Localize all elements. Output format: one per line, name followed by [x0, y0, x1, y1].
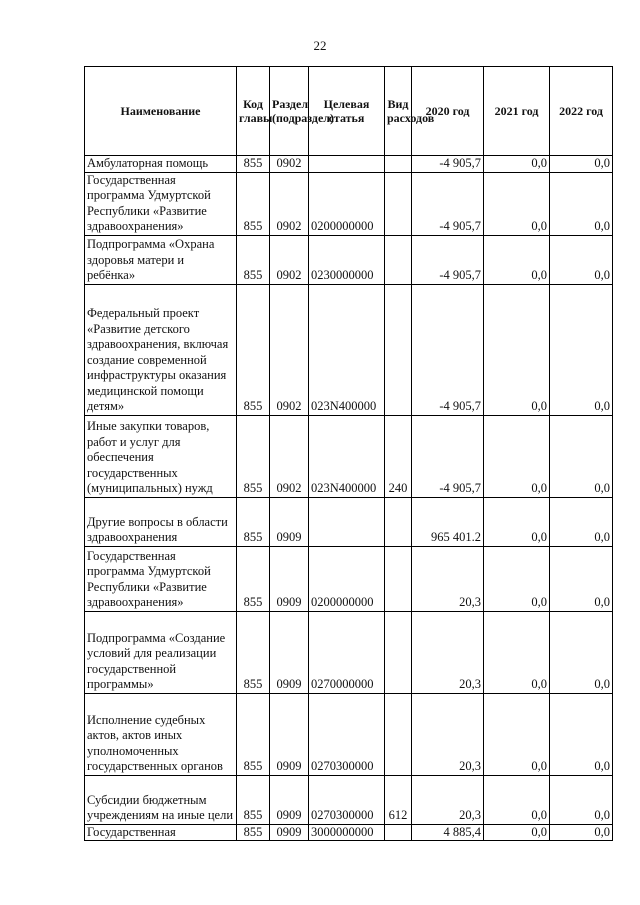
page-number: 22 — [313, 38, 327, 53]
row-2022: 0,0 — [550, 235, 613, 284]
row-expense — [385, 284, 412, 415]
row-2021: 0,0 — [484, 172, 550, 235]
row-section: 0902 — [270, 284, 309, 415]
row-chapter: 855 — [237, 284, 270, 415]
table-row — [85, 156, 613, 173]
row-name: Государственная программа Удмуртской Республики «Развитие здравоохранения» — [85, 172, 237, 235]
row-2020: -4 905,7 — [412, 156, 484, 173]
row-2021: 0,0 — [484, 156, 550, 173]
row-target: 023N400000 — [309, 284, 385, 415]
row-chapter: 855 — [237, 775, 270, 824]
row-name: Подпрограмма «Охрана здоровья матери и ребёнка» — [85, 235, 237, 284]
row-target — [309, 156, 385, 173]
table-row — [85, 235, 613, 284]
row-section: 0909 — [270, 546, 309, 611]
row-expense — [385, 156, 412, 173]
header-target-article: Целевая статья — [309, 67, 385, 156]
row-2021: 0,0 — [484, 824, 550, 841]
row-target: 0270300000 — [309, 693, 385, 775]
row-2020: 20,3 — [412, 611, 484, 693]
row-expense — [385, 172, 412, 235]
row-name: Исполнение судебных актов, актов иных уполномоченных государственных органов — [85, 693, 237, 775]
row-name: Государственная программа Удмуртской Республики «Развитие здравоохранения» — [85, 546, 237, 611]
row-name: Федеральный проект «Развитие детского здравоохранения, включая создание современной инфраструктуры оказания медицинской помощи детям» — [85, 284, 237, 415]
row-2021: 0,0 — [484, 775, 550, 824]
row-name: Субсидии бюджетным учреждениям на иные цели — [85, 775, 237, 824]
row-chapter: 855 — [237, 415, 270, 497]
row-expense: 612 — [385, 775, 412, 824]
row-chapter: 855 — [237, 156, 270, 173]
row-chapter: 855 — [237, 235, 270, 284]
row-section: 0902 — [270, 235, 309, 284]
row-2020: 4 885,4 — [412, 824, 484, 841]
row-name: Амбулаторная помощь — [85, 156, 237, 173]
row-target: 0200000000 — [309, 172, 385, 235]
row-2020: -4 905,7 — [412, 172, 484, 235]
row-name: Иные закупки товаров, работ и услуг для обеспечения государственных (муниципальных) нужд — [85, 415, 237, 497]
table-row — [85, 497, 613, 546]
row-expense: 240 — [385, 415, 412, 497]
row-2020: -4 905,7 — [412, 235, 484, 284]
row-2021: 0,0 — [484, 284, 550, 415]
row-2021: 0,0 — [484, 497, 550, 546]
row-name: Подпрограмма «Создание условий для реализации государственной программы» — [85, 611, 237, 693]
table-row — [85, 824, 613, 841]
table-row — [85, 693, 613, 775]
row-2022: 0,0 — [550, 172, 613, 235]
row-expense — [385, 611, 412, 693]
row-chapter: 855 — [237, 497, 270, 546]
row-section: 0909 — [270, 775, 309, 824]
row-section: 0909 — [270, 497, 309, 546]
budget-table — [84, 66, 613, 841]
table-row — [85, 775, 613, 824]
row-section: 0902 — [270, 156, 309, 173]
row-2020: -4 905,7 — [412, 284, 484, 415]
row-2022: 0,0 — [550, 284, 613, 415]
row-expense — [385, 546, 412, 611]
table-row — [85, 611, 613, 693]
header-chapter-code: Код главы — [237, 67, 270, 156]
row-2022: 0,0 — [550, 611, 613, 693]
row-expense — [385, 693, 412, 775]
row-2022: 0,0 — [550, 156, 613, 173]
row-2020: -4 905,7 — [412, 415, 484, 497]
row-2022: 0,0 — [550, 693, 613, 775]
row-2021: 0,0 — [484, 235, 550, 284]
row-expense — [385, 824, 412, 841]
row-target: 3000000000 — [309, 824, 385, 841]
row-section: 0909 — [270, 611, 309, 693]
row-section: 0909 — [270, 824, 309, 841]
row-chapter: 855 — [237, 824, 270, 841]
row-2022: 0,0 — [550, 497, 613, 546]
row-target: 0200000000 — [309, 546, 385, 611]
row-2022: 0,0 — [550, 546, 613, 611]
row-2020: 20,3 — [412, 693, 484, 775]
table-row — [85, 546, 613, 611]
row-section: 0909 — [270, 693, 309, 775]
row-target — [309, 497, 385, 546]
row-chapter: 855 — [237, 611, 270, 693]
row-expense — [385, 235, 412, 284]
header-expense-type: Вид расходов — [385, 67, 412, 156]
table-header-row — [85, 67, 613, 156]
row-2021: 0,0 — [484, 693, 550, 775]
table-row — [85, 172, 613, 235]
row-chapter: 855 — [237, 546, 270, 611]
table-row — [85, 415, 613, 497]
row-target: 0230000000 — [309, 235, 385, 284]
row-name: Государственная — [85, 824, 237, 841]
row-2020: 20,3 — [412, 775, 484, 824]
row-section: 0902 — [270, 172, 309, 235]
row-target: 023N400000 — [309, 415, 385, 497]
row-2022: 0,0 — [550, 415, 613, 497]
row-2021: 0,0 — [484, 611, 550, 693]
row-2020: 20,3 — [412, 546, 484, 611]
row-name: Другие вопросы в области здравоохранения — [85, 497, 237, 546]
header-year-2021: 2021 год — [484, 67, 550, 156]
row-expense — [385, 497, 412, 546]
row-2022: 0,0 — [550, 824, 613, 841]
header-section: Раздел (подраздел) — [270, 67, 309, 156]
row-2021: 0,0 — [484, 546, 550, 611]
row-2021: 0,0 — [484, 415, 550, 497]
row-chapter: 855 — [237, 172, 270, 235]
row-chapter: 855 — [237, 693, 270, 775]
row-2022: 0,0 — [550, 775, 613, 824]
header-name: Наименование — [85, 67, 237, 156]
row-target: 0270300000 — [309, 775, 385, 824]
table-row — [85, 284, 613, 415]
row-2020: 965 401.2 — [412, 497, 484, 546]
header-year-2020: 2020 год — [412, 67, 484, 156]
row-target: 0270000000 — [309, 611, 385, 693]
header-year-2022: 2022 год — [550, 67, 613, 156]
row-section: 0902 — [270, 415, 309, 497]
